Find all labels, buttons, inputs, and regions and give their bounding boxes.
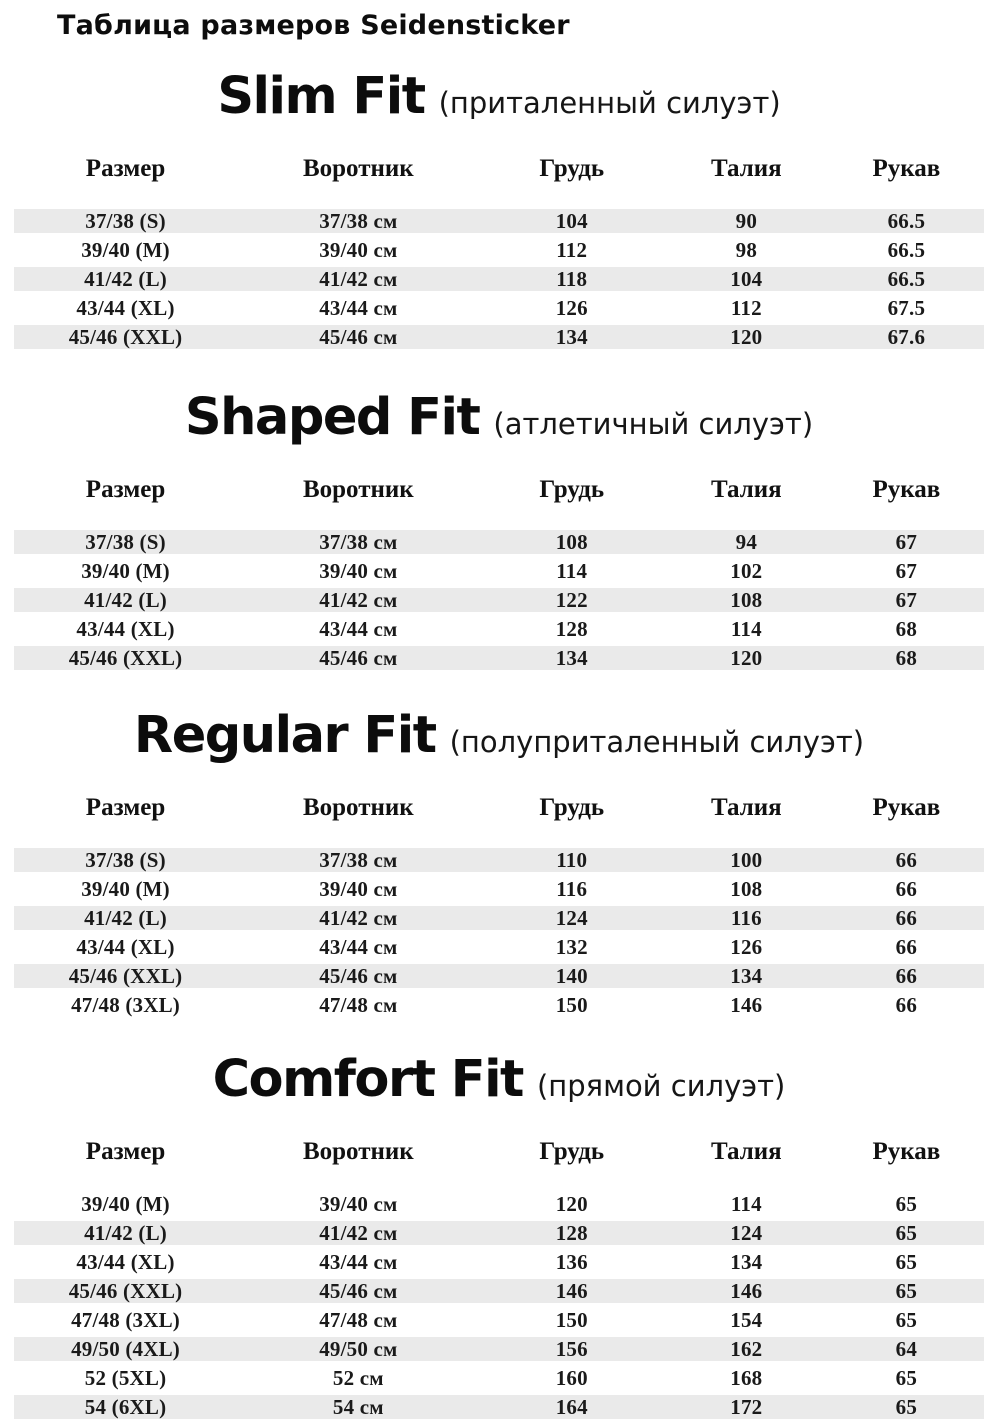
table-cell: 104: [555, 209, 588, 233]
table-cell: 37/38 см: [319, 530, 398, 554]
table-cell: 64: [895, 1337, 918, 1361]
sections: [0, 67, 998, 1422]
table-cell: 160: [555, 1366, 588, 1390]
table-row: [14, 207, 984, 236]
column-header: Рукав: [872, 794, 941, 821]
table-cell: 39/40 см: [319, 1192, 398, 1216]
size-table: [14, 153, 984, 352]
column-header: Талия: [710, 476, 782, 503]
table-cell: 146: [555, 1279, 588, 1303]
table-cell: 66: [895, 906, 918, 930]
table-rows: [14, 1190, 984, 1422]
table-row: [14, 846, 984, 875]
table-cell: 45/46 см: [319, 1279, 398, 1303]
section-title: [0, 67, 998, 139]
table-cell: 116: [730, 906, 762, 930]
table-cell: 43/44 см: [319, 1250, 398, 1274]
fit-subtitle: (атлетичный силуэт): [493, 407, 814, 441]
table-cell: 41/42 см: [319, 906, 398, 930]
table-cell: 47/48 (3XL): [71, 1308, 181, 1332]
table-row: [14, 904, 984, 933]
table-cell: 45/46 см: [319, 646, 398, 670]
table-row: [14, 1248, 984, 1277]
column-header: Рукав: [872, 476, 941, 503]
section-title: [0, 706, 998, 778]
table-cell: 45/46 см: [319, 964, 398, 988]
table-cell: 66.5: [887, 238, 926, 262]
table-row: [14, 615, 984, 644]
size-section: [0, 388, 998, 673]
size-section: [0, 1050, 998, 1422]
size-section: [0, 67, 998, 352]
size-table: [14, 474, 984, 673]
table-row: [14, 1190, 984, 1219]
table-row: [14, 991, 984, 1020]
column-header: Воротник: [302, 1138, 414, 1165]
table-cell: 98: [735, 238, 758, 262]
column-header: Воротник: [302, 476, 414, 503]
table-cell: 41/42 (L): [84, 906, 167, 930]
fit-name: Slim Fit: [217, 67, 425, 126]
table-cell: 136: [555, 1250, 588, 1274]
table-cell: 66: [895, 993, 918, 1017]
table-cell: 39/40 см: [319, 559, 398, 583]
column-header: Рукав: [872, 1138, 941, 1165]
table-cell: 65: [895, 1250, 918, 1274]
table-cell: 37/38 см: [319, 848, 398, 872]
table-rows: [14, 846, 984, 1020]
table-cell: 134: [730, 1250, 763, 1274]
table-cell: 132: [555, 935, 588, 959]
table-cell: 126: [555, 296, 588, 320]
table-cell: 120: [730, 646, 763, 670]
table-cell: 39/40 (M): [81, 238, 170, 262]
table-cell: 120: [555, 1192, 588, 1216]
table-cell: 67.5: [887, 296, 926, 320]
table-cell: 37/38 (S): [85, 209, 166, 233]
table-cell: 43/44 см: [319, 296, 398, 320]
table-cell: 124: [555, 906, 588, 930]
table-cell: 126: [730, 935, 763, 959]
table-cell: 108: [730, 877, 763, 901]
table-row: [14, 236, 984, 265]
table-cell: 49/50 см: [319, 1337, 398, 1361]
column-header: Грудь: [539, 155, 605, 182]
table-cell: 52 см: [332, 1366, 384, 1390]
size-section: [0, 706, 998, 1020]
table-cell: 66.5: [887, 209, 926, 233]
fit-subtitle: (приталенный силуэт): [438, 86, 781, 120]
table-cell: 41/42 см: [319, 267, 398, 291]
column-header: Грудь: [539, 794, 605, 821]
table-row: [14, 875, 984, 904]
column-header: Талия: [710, 794, 782, 821]
fit-name: Shaped Fit: [184, 388, 480, 447]
table-cell: 66: [895, 964, 918, 988]
table-cell: 39/40 (M): [81, 877, 170, 901]
table-cell: 47/48 см: [319, 1308, 398, 1332]
table-cell: 118: [556, 267, 588, 291]
table-cell: 41/42 (L): [84, 1221, 167, 1245]
table-cell: 43/44 см: [319, 617, 398, 641]
table-cell: 43/44 (XL): [76, 1250, 175, 1274]
size-table: [14, 1136, 984, 1422]
table-cell: 134: [555, 325, 588, 349]
table-cell: 39/40 (M): [81, 559, 170, 583]
column-header: Грудь: [539, 1138, 605, 1165]
table-cell: 128: [555, 617, 588, 641]
table-cell: 65: [895, 1366, 918, 1390]
fit-name: Regular Fit: [133, 706, 436, 765]
table-cell: 66: [895, 935, 918, 959]
table-cell: 54 (6XL): [84, 1395, 167, 1419]
table-cell: 124: [730, 1221, 763, 1245]
table-cell: 140: [555, 964, 588, 988]
table-cell: 39/40 см: [319, 877, 398, 901]
table-cell: 67: [895, 559, 918, 583]
table-cell: 134: [730, 964, 763, 988]
column-header: Размер: [85, 476, 166, 503]
table-cell: 52 (5XL): [84, 1366, 167, 1390]
table-cell: 41/42 (L): [84, 588, 167, 612]
table-cell: 43/44 (XL): [76, 617, 175, 641]
table-cell: 41/42 (L): [84, 267, 167, 291]
table-cell: 45/46 см: [319, 325, 398, 349]
table-cell: 37/38 см: [319, 209, 398, 233]
table-cell: 162: [730, 1337, 763, 1361]
table-cell: 68: [895, 646, 918, 670]
table-cell: 41/42 см: [319, 1221, 398, 1245]
table-cell: 112: [556, 238, 588, 262]
table-cell: 67: [895, 588, 918, 612]
table-row: [14, 586, 984, 615]
header-row: [14, 1136, 984, 1167]
table-cell: 154: [730, 1308, 763, 1332]
table-row: [14, 265, 984, 294]
table-cell: 68: [895, 617, 918, 641]
table-cell: 164: [555, 1395, 588, 1419]
table-cell: 114: [730, 1192, 762, 1216]
table-cell: 47/48 (3XL): [71, 993, 181, 1017]
column-header: Воротник: [302, 155, 414, 182]
table-cell: 37/38 (S): [85, 848, 166, 872]
table-cell: 116: [556, 877, 588, 901]
table-cell: 45/46 (XXL): [68, 1279, 183, 1303]
table-cell: 43/44 см: [319, 935, 398, 959]
table-cell: 134: [555, 646, 588, 670]
table-cell: 45/46 (XXL): [68, 646, 183, 670]
table-cell: 108: [730, 588, 763, 612]
column-header: Размер: [85, 1138, 166, 1165]
table-cell: 102: [730, 559, 763, 583]
table-rows: [14, 528, 984, 673]
table-cell: 37/38 (S): [85, 530, 166, 554]
column-header: Размер: [85, 155, 166, 182]
table-cell: 39/40 (M): [81, 1192, 170, 1216]
fit-subtitle: (прямой силуэт): [536, 1069, 786, 1103]
table-cell: 172: [730, 1395, 763, 1419]
section-title: [0, 388, 998, 460]
fit-name: Comfort Fit: [212, 1050, 523, 1109]
table-cell: 146: [730, 1279, 763, 1303]
table-row: [14, 962, 984, 991]
table-cell: 128: [555, 1221, 588, 1245]
table-cell: 49/50 (4XL): [71, 1337, 181, 1361]
table-cell: 94: [735, 530, 758, 554]
column-header: Воротник: [302, 794, 414, 821]
table-cell: 146: [730, 993, 763, 1017]
table-cell: 65: [895, 1308, 918, 1332]
table-cell: 114: [556, 559, 588, 583]
header-row: [14, 474, 984, 505]
table-cell: 65: [895, 1279, 918, 1303]
table-cell: 90: [735, 209, 758, 233]
table-cell: 110: [556, 848, 588, 872]
table-cell: 65: [895, 1221, 918, 1245]
table-cell: 43/44 (XL): [76, 935, 175, 959]
table-row: [14, 1277, 984, 1306]
table-row: [14, 294, 984, 323]
column-header: Грудь: [539, 476, 605, 503]
table-cell: 39/40 см: [319, 238, 398, 262]
table-cell: 150: [555, 1308, 588, 1332]
table-row: [14, 1364, 984, 1393]
column-header: Талия: [710, 155, 782, 182]
table-row: [14, 933, 984, 962]
table-cell: 54 см: [332, 1395, 384, 1419]
table-cell: 66: [895, 848, 918, 872]
table-rows: [14, 207, 984, 352]
section-title: [0, 1050, 998, 1122]
table-row: [14, 557, 984, 586]
table-cell: 45/46 (XXL): [68, 964, 183, 988]
table-cell: 41/42 см: [319, 588, 398, 612]
table-cell: 150: [555, 993, 588, 1017]
column-header: Рукав: [872, 155, 941, 182]
table-cell: 66: [895, 877, 918, 901]
table-cell: 43/44 (XL): [76, 296, 175, 320]
table-row: [14, 1335, 984, 1364]
table-cell: 47/48 см: [319, 993, 398, 1017]
table-cell: 168: [730, 1366, 763, 1390]
header-row: [14, 153, 984, 184]
table-cell: 120: [730, 325, 763, 349]
header-row: [14, 792, 984, 823]
table-row: [14, 1219, 984, 1248]
table-row: [14, 1306, 984, 1335]
column-header: Талия: [710, 1138, 782, 1165]
table-cell: 104: [730, 267, 763, 291]
table-cell: 108: [555, 530, 588, 554]
table-cell: 66.5: [887, 267, 926, 291]
table-cell: 156: [555, 1337, 588, 1361]
table-cell: 65: [895, 1192, 918, 1216]
table-cell: 122: [555, 588, 588, 612]
table-cell: 112: [730, 296, 762, 320]
table-cell: 67: [895, 530, 918, 554]
page-title: Таблица размеров Seidensticker: [57, 10, 570, 41]
table-cell: 100: [730, 848, 763, 872]
table-cell: 65: [895, 1395, 918, 1419]
table-cell: 67.6: [887, 325, 926, 349]
table-cell: 114: [730, 617, 762, 641]
size-table: [14, 792, 984, 1020]
table-cell: 45/46 (XXL): [68, 325, 183, 349]
table-row: [14, 323, 984, 352]
fit-subtitle: (полуприталенный силуэт): [449, 725, 865, 759]
table-row: [14, 644, 984, 673]
column-header: Размер: [85, 794, 166, 821]
table-row: [14, 528, 984, 557]
